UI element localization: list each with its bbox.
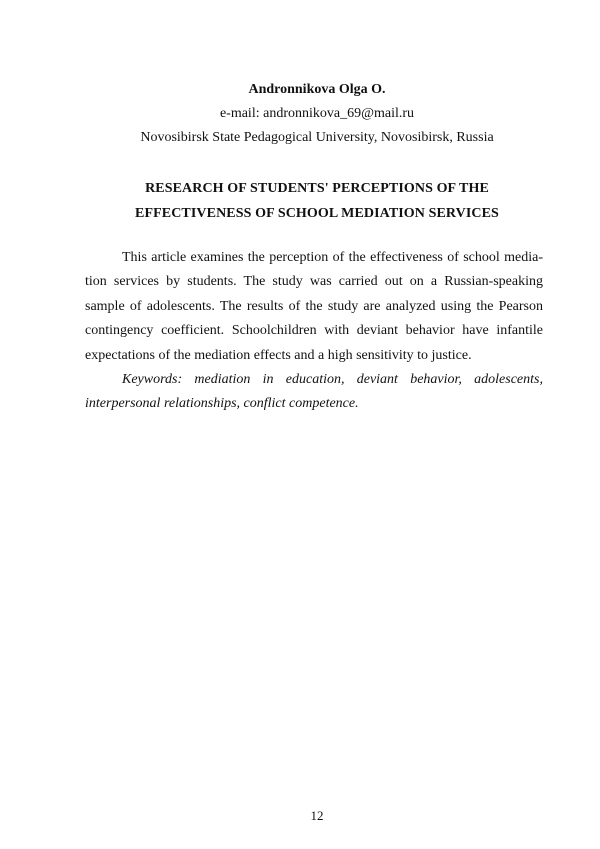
abstract-paragraph: This article examines the perception of the effectiveness of school mediation services by students. The study was carried out on a Russian-speaking sample of adolescents. The results of the study are analyzed using the Pearson contingency coefficient. Schoolchildren with deviant behavior have infantile expectations of the mediation effects and a high sensitivity to justice. bbox=[85, 250, 543, 363]
page-number: 12 bbox=[310, 808, 324, 823]
title-line-1: RESEARCH OF STUDENTS' PERCEPTIONS OF THE bbox=[145, 181, 489, 196]
author-block bbox=[0, 78, 600, 150]
author-email: e-mail: andronnikova_69@mail.ru bbox=[219, 106, 415, 121]
article-title bbox=[0, 176, 600, 226]
abstract-block bbox=[85, 246, 543, 417]
author-affiliation: Novosibirsk State Pedagogical University, Novosibirsk, Russia bbox=[140, 130, 494, 145]
title-line-2: EFFECTIVENESS OF SCHOOL MEDIATION SERVICES bbox=[135, 206, 499, 221]
keywords-paragraph: Keywords: mediation in education, deviant behavior, adolescents, interpersonal relationships, conflict competence. bbox=[85, 372, 543, 412]
author-name: Andronnikova Olga O. bbox=[248, 82, 386, 97]
